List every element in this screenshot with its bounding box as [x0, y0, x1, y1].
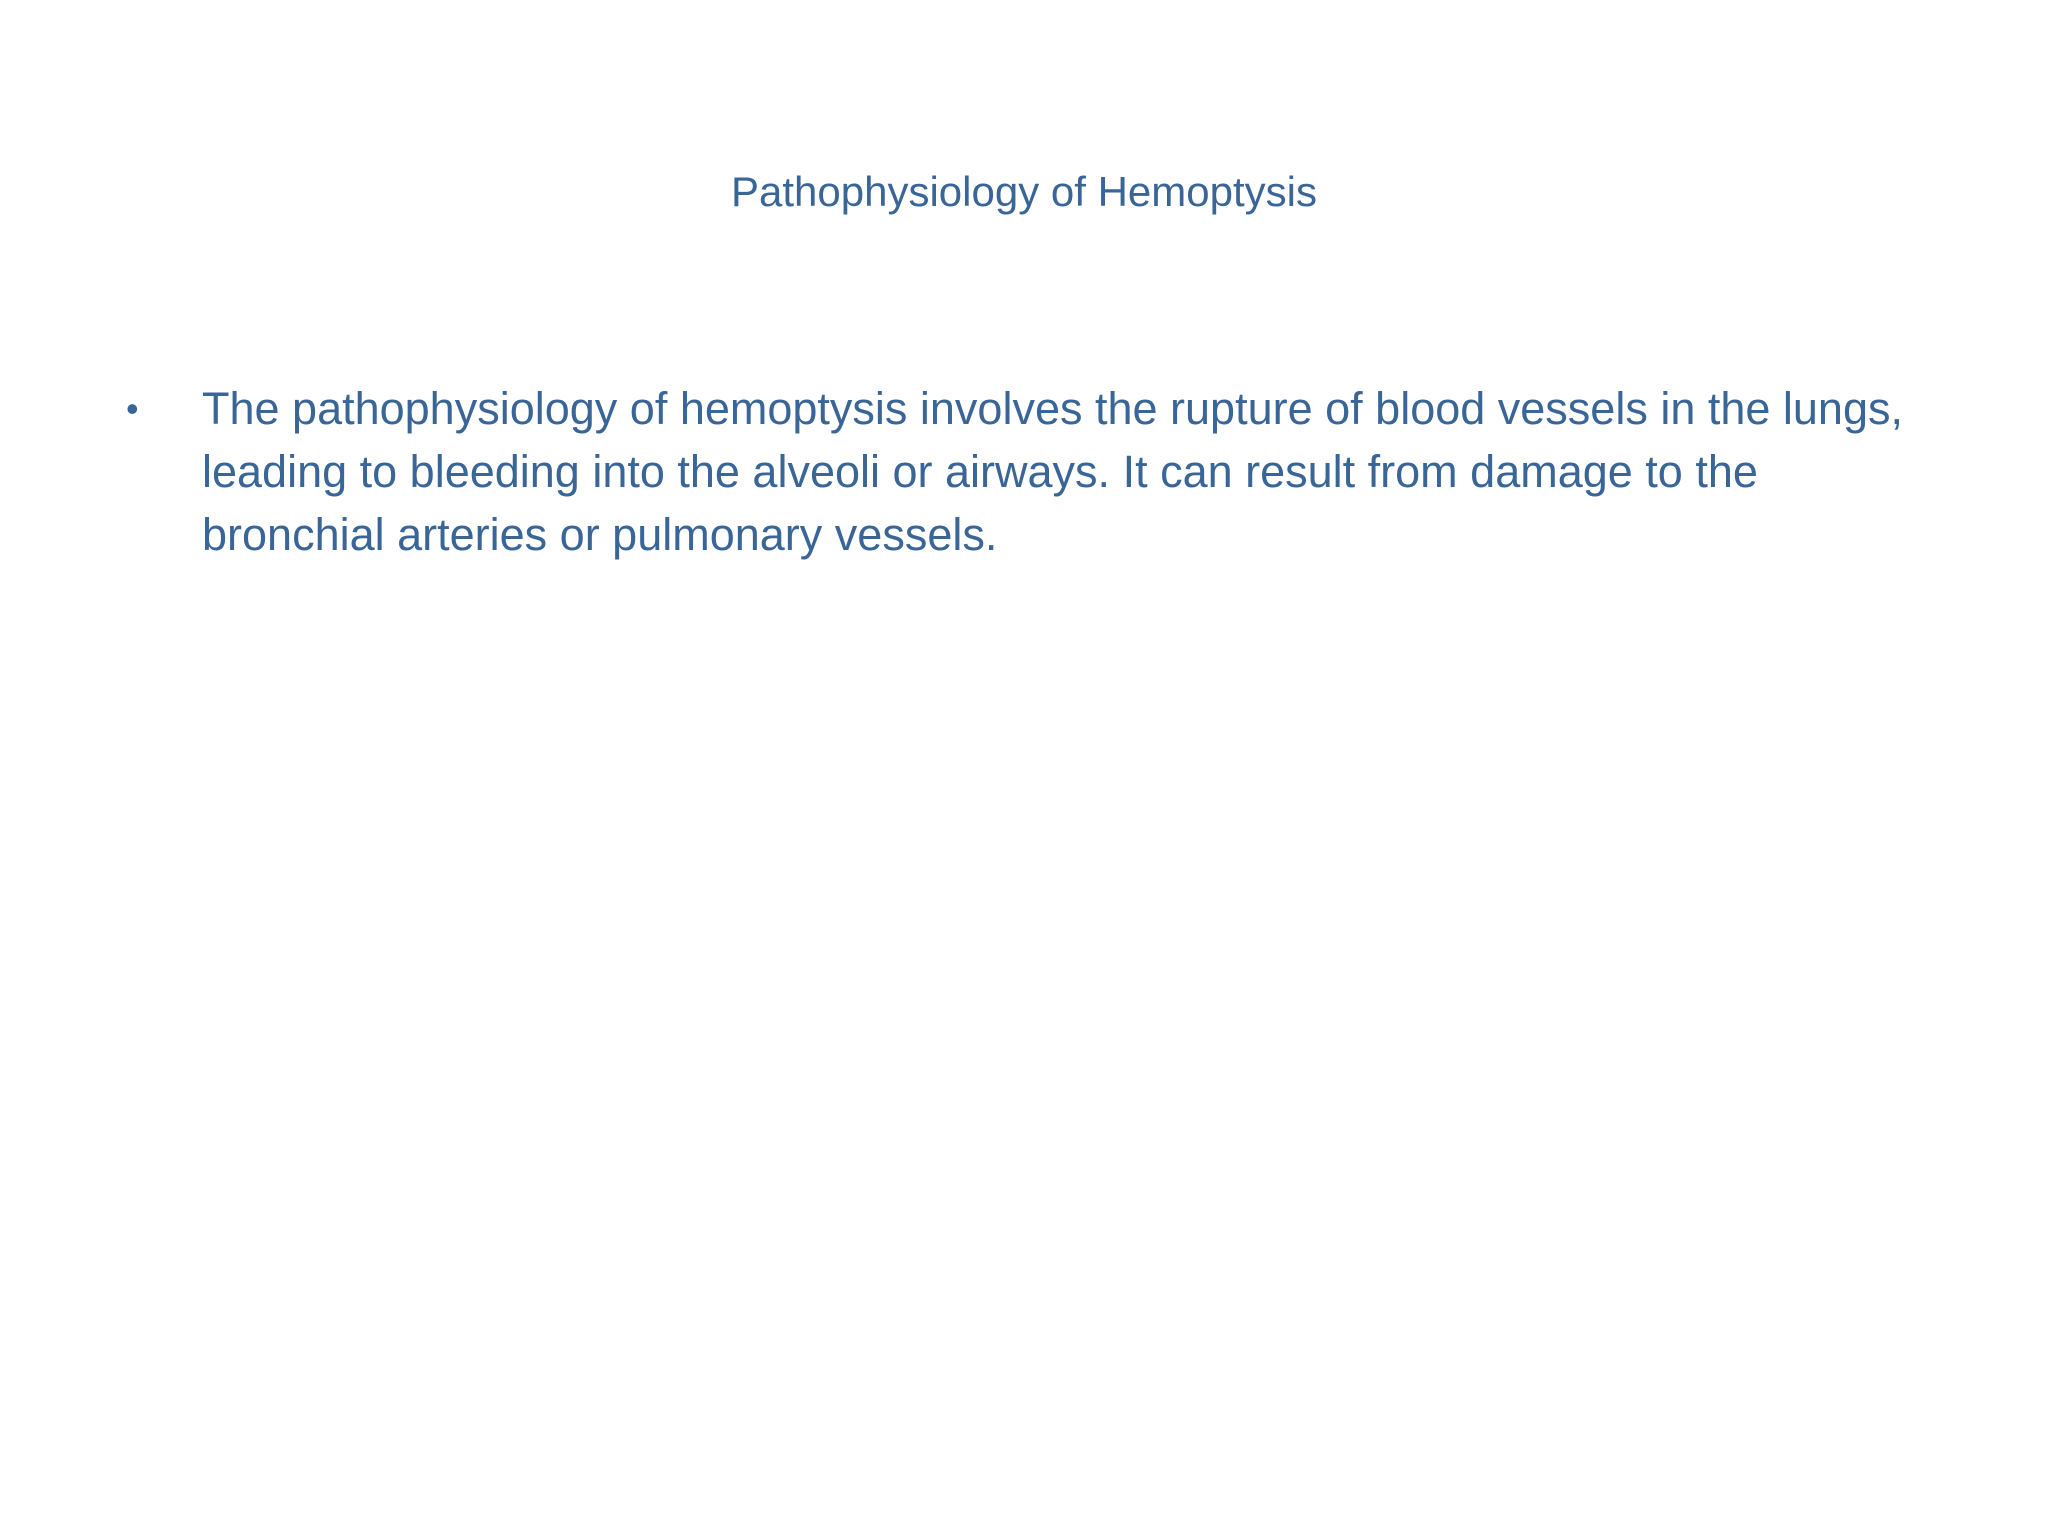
bullet-item: [120, 377, 1930, 566]
bullet-text: The pathophysiology of hemoptysis involves the rupture of blood vessels in the lungs, leading to bleeding into the alveoli or airways. It can result from damage to the bronchial arteries or pulmonary vessels.: [202, 383, 1903, 560]
slide-title: Pathophysiology of Hemoptysis: [731, 168, 1317, 215]
bullet-dot-icon: •: [126, 388, 139, 429]
bullet-list: [120, 377, 1930, 566]
